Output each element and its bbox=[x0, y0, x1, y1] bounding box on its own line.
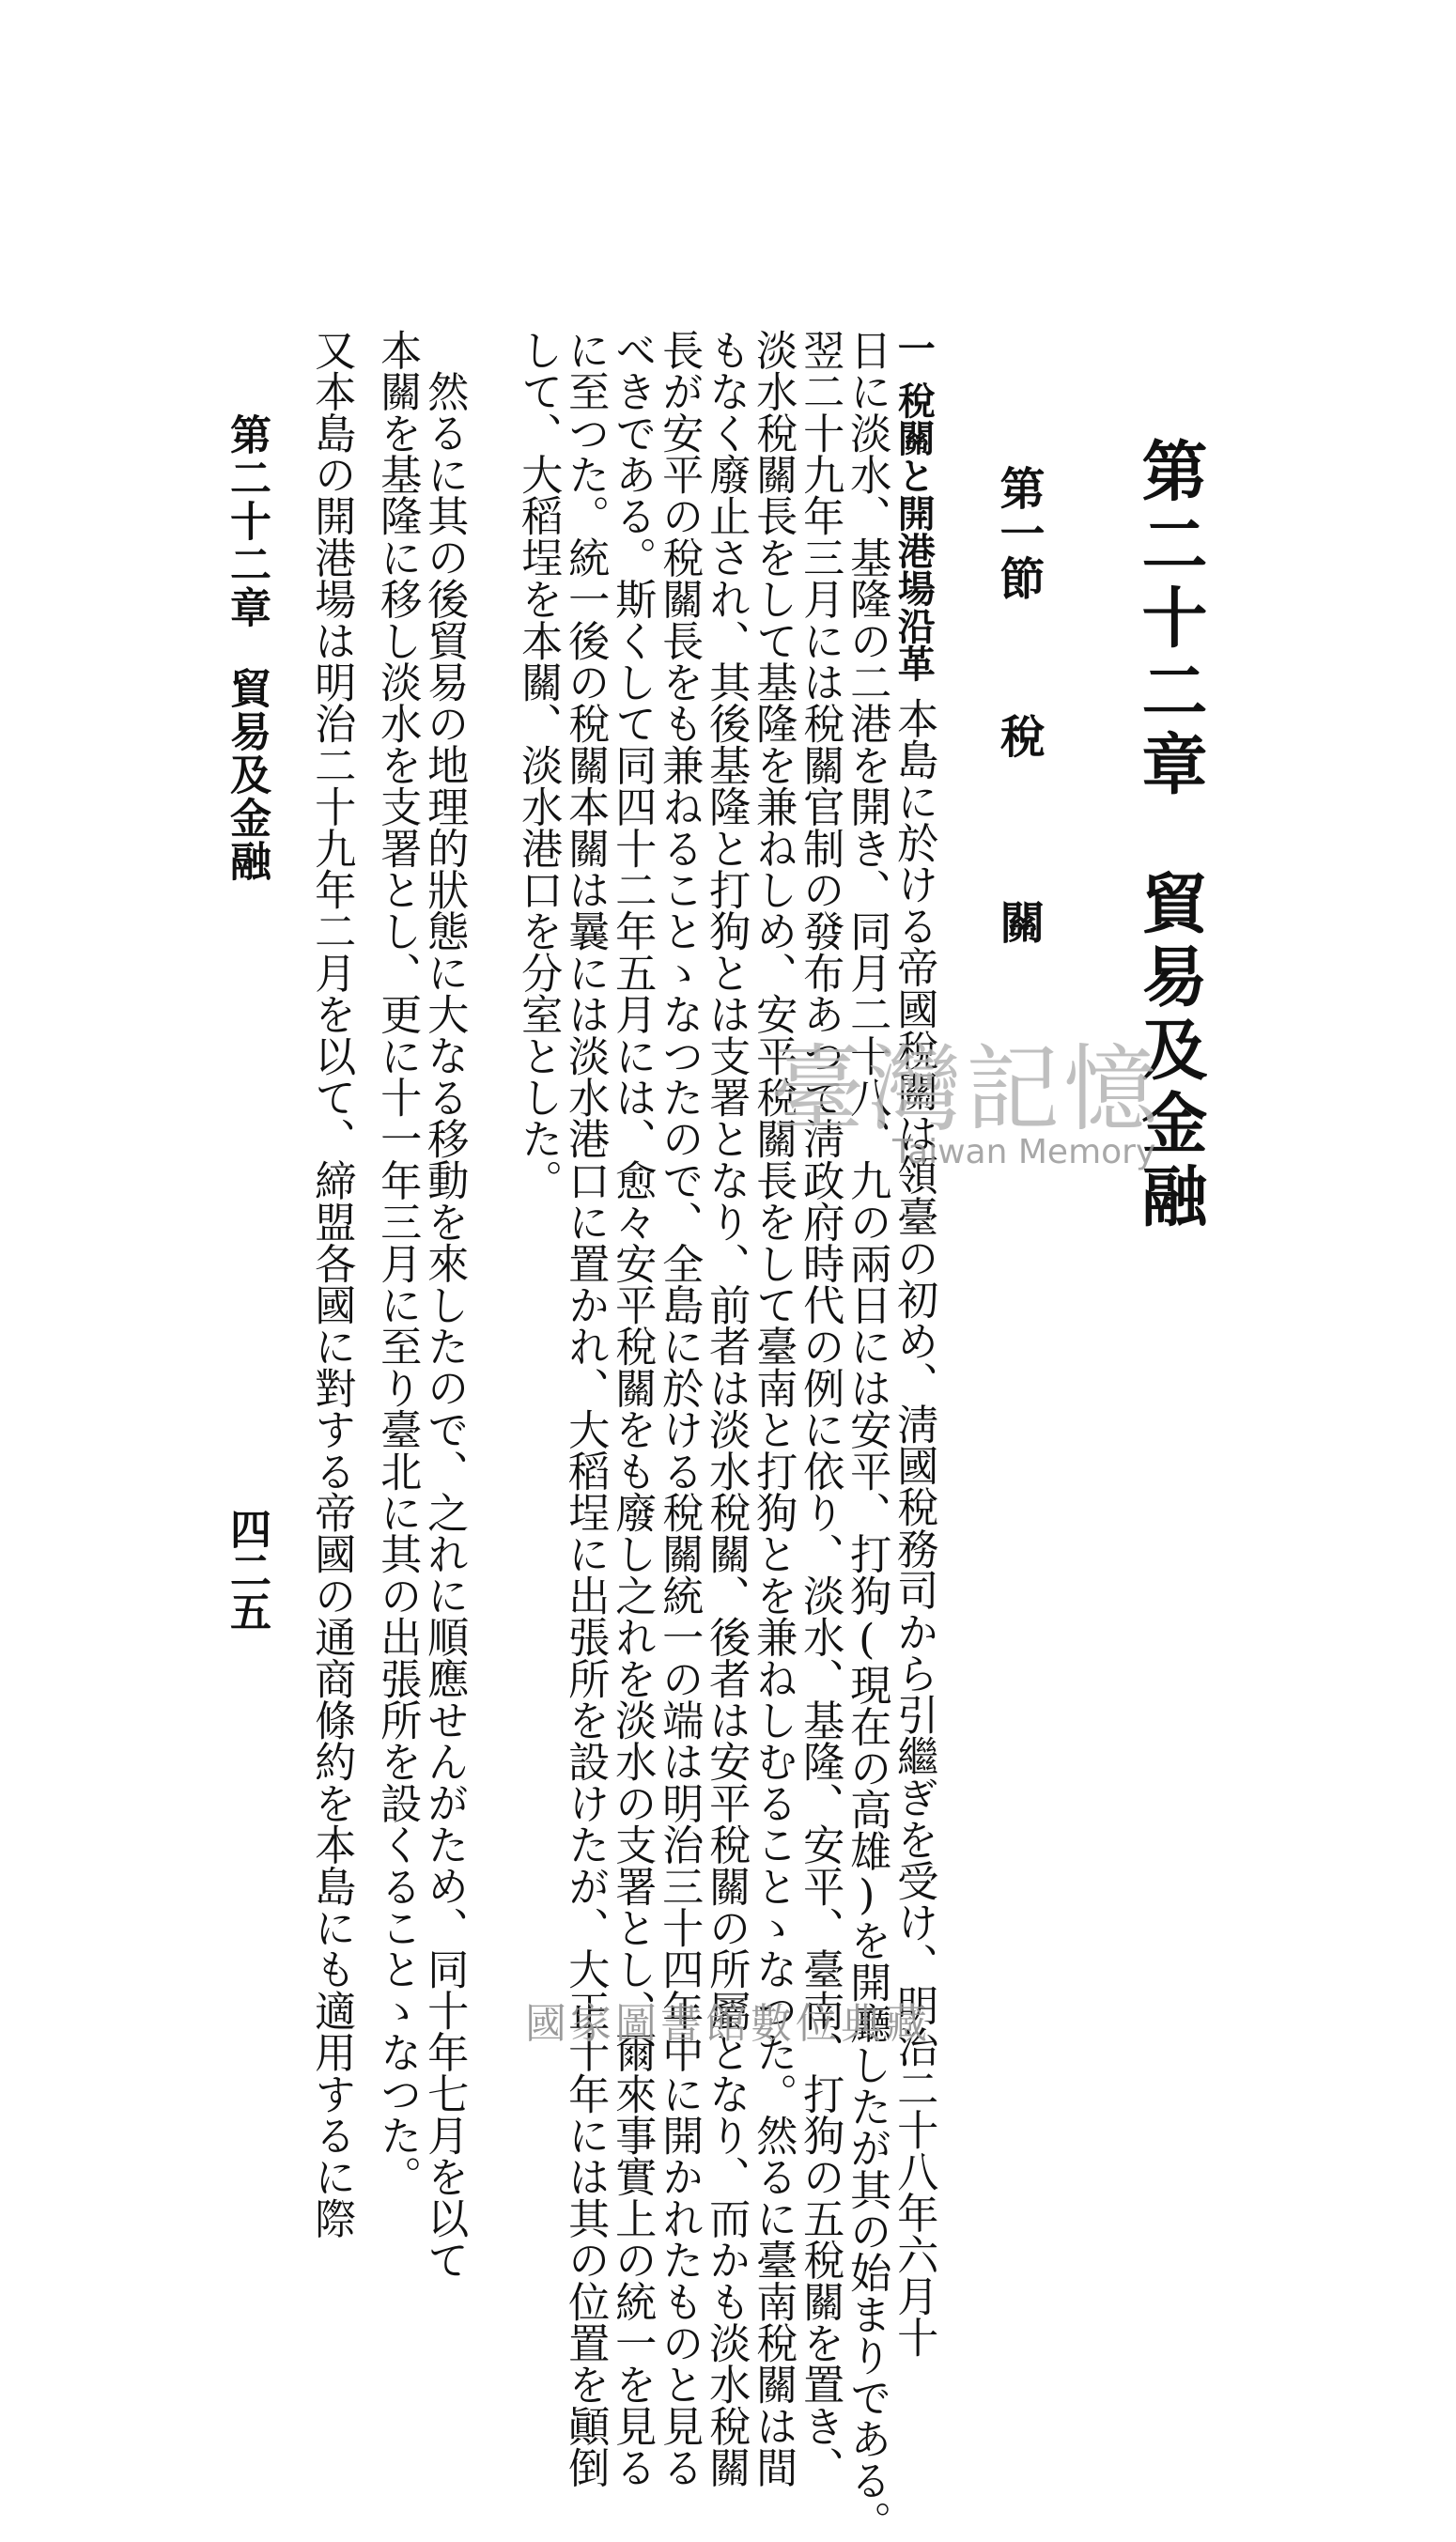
footer-title: 貿易及金融 bbox=[223, 667, 271, 883]
paragraph1-line1 bbox=[890, 329, 938, 2358]
watermark-en: Taiwan Memory bbox=[892, 1133, 1156, 1171]
paragraph1-line: 長が安平の稅關長をも兼ねることゝなつたので、全島に於ける稅關統一の端は明治三十四年中に開かれたものと見る bbox=[655, 329, 704, 2488]
paragraph1-heading: 稅關と開港場沿革 bbox=[891, 381, 937, 682]
paragraph1-line: に至つた。統一後の稅關本關は曩には淡水港口に置かれ、大稻埕に出張所を設けたが、大正十年には其の位置を顚倒 bbox=[561, 329, 610, 2488]
paragraph2-line2: 本關を基隆に移し淡水を支署とし、更に十一年三月に至り臺北に其の出張所を設くることゝなつた。 bbox=[373, 329, 422, 2197]
paragraph3-line1: 又本島の開港場は明治二十九年二月を以て、締盟各國に對する帝國の通商條約を本島にも適用するに際 bbox=[307, 329, 356, 2240]
chapter-number: 第二十二章 bbox=[1131, 437, 1209, 803]
running-footer bbox=[223, 413, 271, 883]
paragraph1-line: もなく廢止され、其後基隆と打狗とは支署となり、前者は淡水稅關、後者は安平稅關の所屬となり、而かも淡水稅關 bbox=[702, 329, 751, 2488]
paragraph1-line: して、大稻埕を本關、淡水港口を分室とした。 bbox=[514, 329, 563, 1201]
paragraph1-line: 日に淡水、基隆の二港を開き、同月二十八、九の兩日には安平、打狗(現在の高雄)を開廳したが其の始まりである。 bbox=[843, 329, 891, 2542]
library-collection-mark: 國家圖書館數位典藏 bbox=[525, 2000, 931, 2048]
page-number: 四二五 bbox=[223, 1508, 271, 1632]
chapter-name: 貿易及金融 bbox=[1131, 869, 1209, 1235]
section-number: 第一節 bbox=[992, 465, 1045, 600]
section-title bbox=[992, 465, 1045, 944]
watermark-cjk: 臺灣記憶 bbox=[770, 1034, 1161, 1144]
paragraph1-line: 翌二十九年三月には稅關官制の發布あつて淸政府時代の例に依り、淡水、基隆、安平、臺南、打狗の五稅關を置き、 bbox=[796, 329, 844, 2488]
paragraph1-line: 淡水稅關長をして基隆を兼ねしめ、安平稅關長をして臺南と打狗とを兼ねしむることゝなつた。然るに臺南稅關は間 bbox=[749, 329, 798, 2488]
section-name-char-1: 稅 bbox=[992, 713, 1045, 758]
paragraph1-marker: 一 bbox=[891, 329, 937, 366]
paragraph2-line1: 然るに其の後貿易の地理的狀態に大なる移動を來したので、之れに順應せんがため、同十年七月を以て bbox=[420, 370, 469, 2281]
taiwan-memory-watermark bbox=[770, 1034, 1165, 1193]
footer-chapter: 第二十二章 bbox=[223, 413, 271, 629]
section-name-char-2: 關 bbox=[992, 899, 1045, 944]
paragraph1-text: 本島に於ける帝國稅關は領臺の初め、淸國稅務司から引繼ぎを受け、明治二十八年六月十 bbox=[890, 697, 938, 2358]
paragraph1-line: べきである。斯くして同四十二年五月には、愈々安平稅關をも廢し之れを淡水の支署とし、爾來事實上の統一を見る bbox=[608, 329, 657, 2488]
